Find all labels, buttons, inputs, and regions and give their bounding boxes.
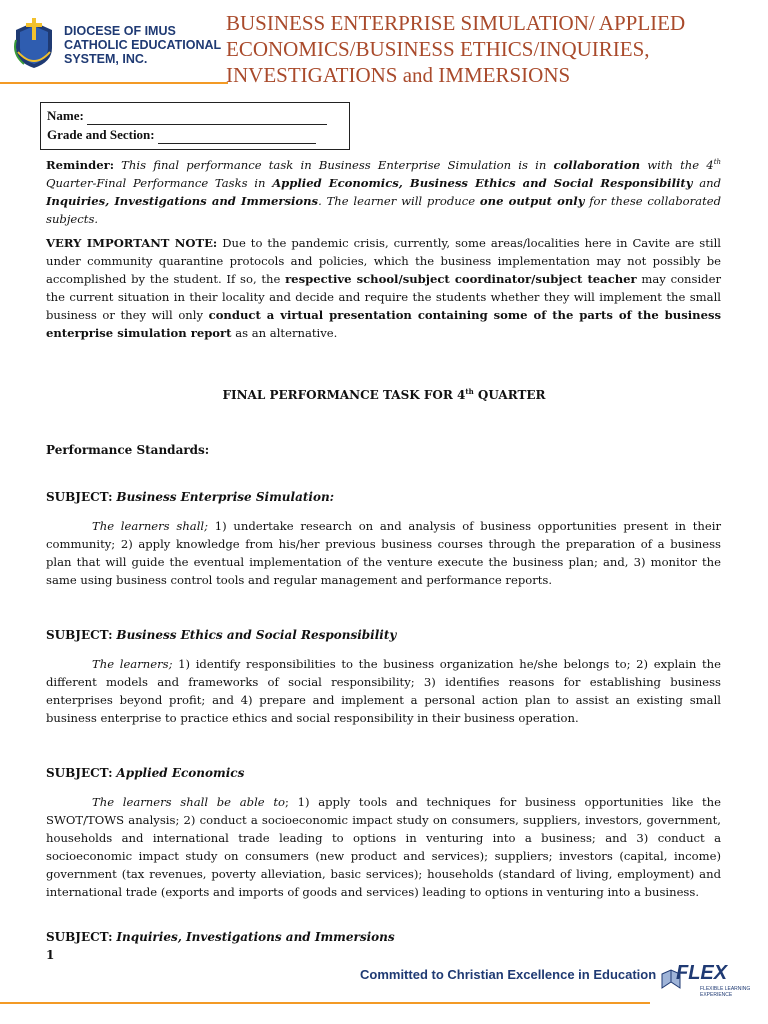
page-number: 1 bbox=[46, 948, 55, 962]
organization-name: DIOCESE OF IMUS CATHOLIC EDUCATIONAL SYSTEM, INC. bbox=[64, 24, 222, 66]
subject-heading: SUBJECT: Business Enterprise Simulation: bbox=[46, 490, 335, 504]
subject-description: The learners; 1) identify responsibilities to the business organization he/she belongs to; 2) explain the different models and frameworks of social responsibility; 3) identifies reasons for establishing business enterprises beyond profit; and 4) prepare and implement a personal action plan to assist an existing small business enterprise to practice ethics and social responsibility in their business operation. bbox=[46, 657, 721, 725]
grade-field[interactable] bbox=[158, 129, 316, 144]
flex-logo: FLEX bbox=[676, 962, 728, 984]
student-info-box bbox=[40, 102, 350, 150]
subject-description: The learners shall be able to; 1) apply tools and techniques for business opportunities like the SWOT/TOWS analysis; 2) conduct a socioeconomic impact study on consumers, suppliers, investors, government, households and international trade leading to options in venturing into a business; and 3) conduct a socioeconomic impact study on consumers (new product and services); suppliers; investors (capital, income) government (tax revenues, poverty alleviation, basic services); households (standard of living, employment) and international trade (exports and imports of goods and services) leading to options in venturing into a business. bbox=[46, 795, 721, 899]
standards-heading: Performance Standards: bbox=[46, 443, 210, 457]
document-title: BUSINESS ENTERPRISE SIMULATION/ APPLIED ECONOMICS/BUSINESS ETHICS/INQUIRIES, INVESTIGATIONS and IMMERSIONS bbox=[226, 11, 686, 87]
name-field[interactable] bbox=[87, 110, 327, 125]
subject-description: The learners shall; 1) undertake research on and analysis of business opportunities present in their community; 2) apply knowledge from his/her previous business courses through the preparation of a business plan that will guide the eventual implementation of the venture execute the business plan; and, 3) monitor the same using business control tools and regular management and performance reports. bbox=[46, 519, 721, 587]
footer-rule bbox=[0, 1002, 650, 1004]
diocese-logo-icon bbox=[12, 18, 56, 70]
flex-tagline: FLEXIBLE LEARNING EXPERIENCE bbox=[700, 986, 751, 998]
subject-heading: SUBJECT: Business Ethics and Social Responsibility bbox=[46, 628, 397, 642]
name-row bbox=[47, 106, 343, 125]
task-title: FINAL PERFORMANCE TASK FOR 4th QUARTER bbox=[222, 387, 546, 402]
important-note-paragraph: VERY IMPORTANT NOTE: Due to the pandemic crisis, currently, some areas/localities here in Cavite are still under community quarantine protocols and policies, which the business implementation may not possibly be accomplished by the student. If so, the respective school/subject coordinator/subject teacher may consider the current situation in their locality and decide and require the students whether they will implement the small business or they will only conduct a virtual presentation containing some of the parts of the business enterprise simulation report as an alternative. bbox=[46, 236, 722, 340]
reminder-paragraph: Reminder: This final performance task in Business Enterprise Simulation is in collaboration with the 4th Quarter-Final Performance Tasks in Applied Economics, Business Ethics and Social Responsibility and Inquiries, Investigations and Immersions. The learner will produce one output only for these collaborated subjects. bbox=[46, 157, 722, 226]
name-label: Name: bbox=[47, 108, 84, 123]
subject-heading: SUBJECT: Applied Economics bbox=[46, 766, 245, 780]
grade-label: Grade and Section: bbox=[47, 127, 155, 142]
footer-slogan: Committed to Christian Excellence in Education bbox=[360, 967, 657, 982]
header-rule bbox=[0, 82, 228, 84]
subject-heading: SUBJECT: Inquiries, Investigations and Immersions bbox=[46, 930, 395, 944]
grade-row bbox=[47, 125, 343, 144]
